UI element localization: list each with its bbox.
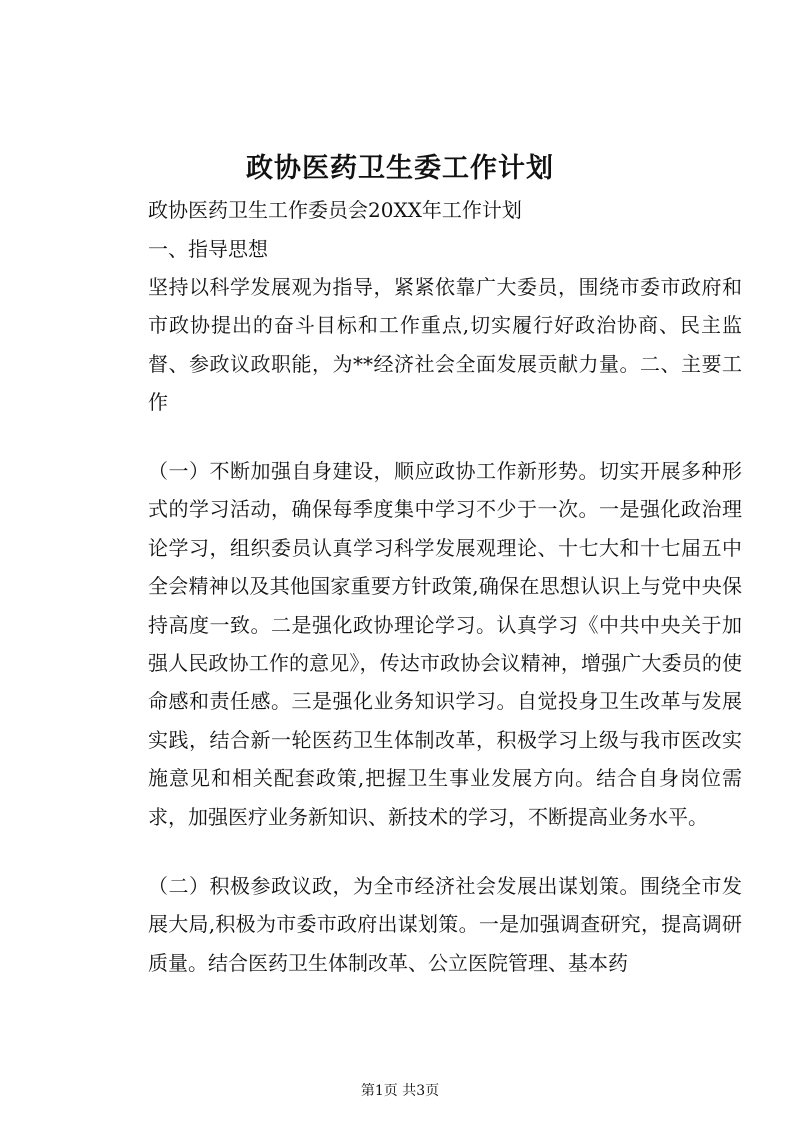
document-title: 政协医药卫生委工作计划 bbox=[246, 153, 554, 184]
paragraph-1: 坚持以科学发展观为指导，紧紧依靠广大委员，围绕市委市政府和市政协提出的奋斗目标和工作重点,切实履行好政治协商、民主监督、参政议政职能，为**经济社会全面发展贡献力量。二、主要工作 bbox=[148, 275, 742, 415]
paragraph-2: （一）不断加强自身建设，顺应政协工作新形势。切实开展多种形式的学习活动，确保每季度集中学习不少于一次。一是强化政治理论学习，组织委员认真学习科学发展观理论、十七大和十七届五中全会精神以及其他国家重要方针政策,确保在思想认识上与党中央保持高度一致。二是强化政协理论学习。认真学习《中共中央关于加强人民政协工作的意见》，传达市政协会议精神，增强广大委员的使命感和责任感。三是强化业务知识学习。自觉投身卫生改革与发展实践，结合新一轮医药卫生体制改革，积极学习上级与我市医改实施意见和相关配套政策,把握卫生事业发展方向。结合自身岗位需求，加强医疗业务新知识、新技术的学习，不断提高业务水平。 bbox=[148, 459, 742, 829]
page-footer: 第1页 共3页 bbox=[360, 1083, 440, 1099]
paragraph-3: （二）积极参政议政，为全市经济社会发展出谋划策。围绕全市发展大局,积极为市委市政府出谋划策。一是加强调查研究，提高调研质量。结合医药卫生体制改革、公立医院管理、基本药 bbox=[148, 874, 742, 975]
document-subtitle: 政协医药卫生工作委员会20XX年工作计划 bbox=[148, 198, 522, 222]
section-heading: 一、指导思想 bbox=[148, 237, 268, 261]
